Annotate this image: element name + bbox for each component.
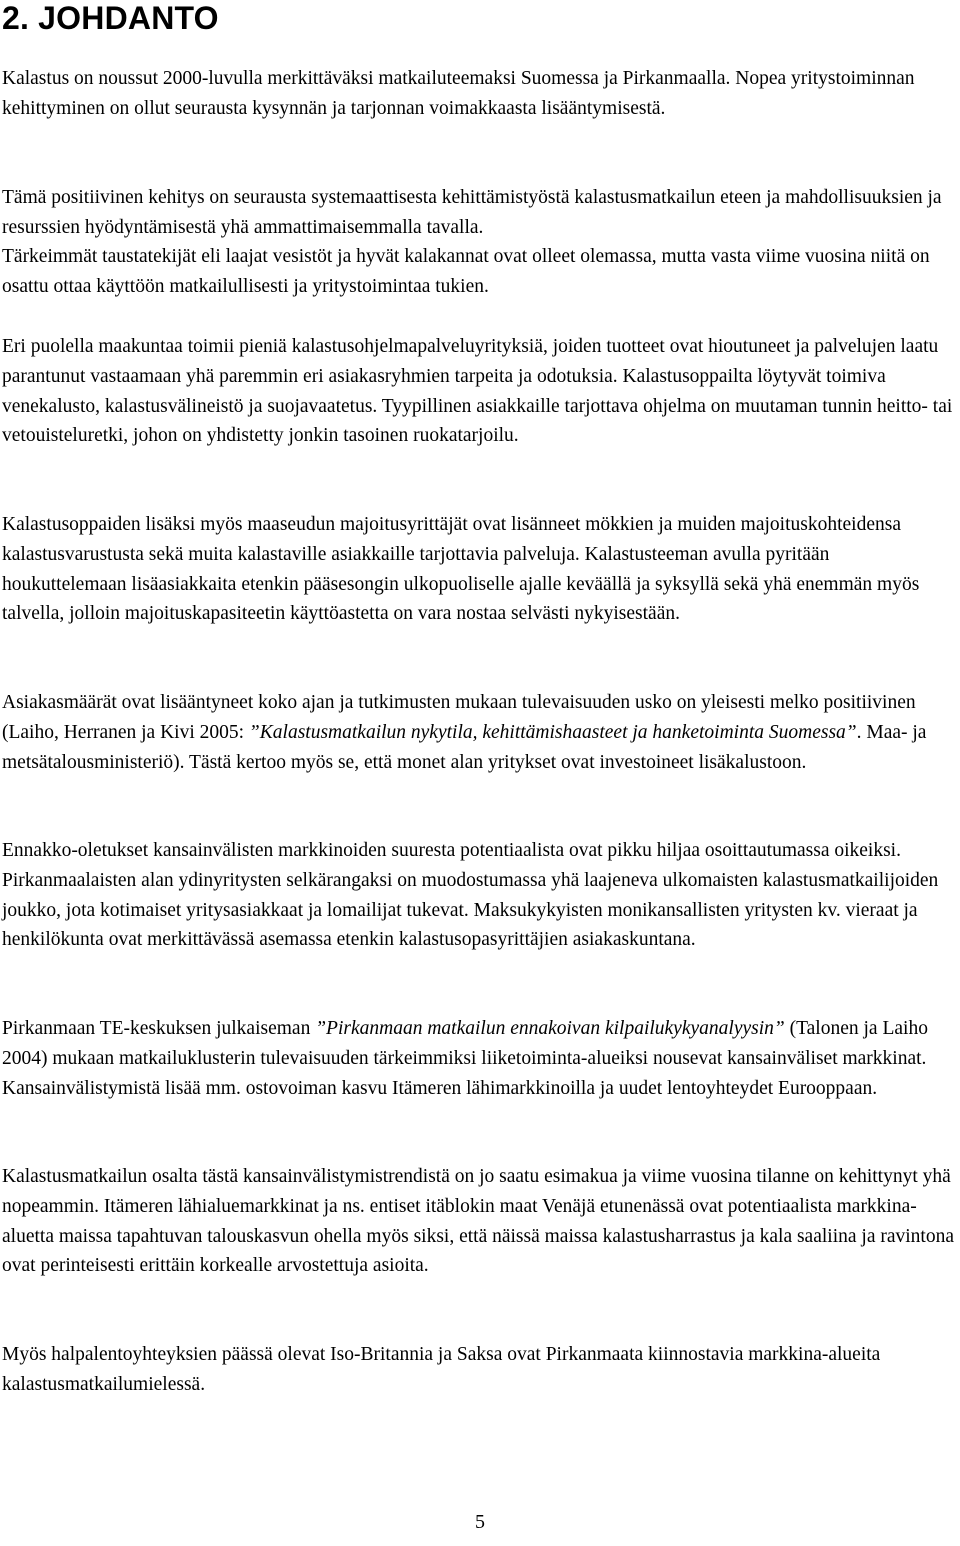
- paragraph-4: Kalastusoppaiden lisäksi myös maaseudun majoitusyrittäjät ovat lisänneet mökkien ja muiden majoituskohteidensa kalastusvarustusta sekä muita kalastaville asiakkaille tarjottavia palveluja. Kalastusteeman avulla pyritään houkuttelemaan lisäasiakkaita etenkin pääsesongin ulkopuoliselle ajalle keväällä ja syksyllä sekä yhä enemmän myös talvella, jolloin majoituskapasiteetin käyttöastetta on vara nostaa selvästi nykyisestään.: [2, 514, 920, 625]
- paragraph-7-text-before: Pirkanmaan TE-keskuksen julkaiseman: [2, 1018, 316, 1039]
- paragraph-1: Kalastus on noussut 2000-luvulla merkittäväksi matkailuteemaksi Suomessa ja Pirkanmaalla. Nopea yritystoiminnan kehittyminen on ollut seurausta kysynnän ja tarjonnan voimakkaasta lisääntymisestä.: [2, 68, 915, 119]
- page-number: 5: [475, 1511, 485, 1533]
- paragraph-6: Ennakko-oletukset kansainvälisten markkinoiden suuresta potentiaalista ovat pikku hiljaa osoittautumassa oikeiksi. Pirkanmaalaisten alan ydinyritysten selkärangaksi on muodostumassa yhä laajeneva ulkomaisten kalastusmatkailijoiden joukko, jota kotimaiset yritysasiakkaat ja lomailijat tukevat. Maksukykyisten monikansallisten yritysten kv. vieraat ja henkilökunta ovat merkittävässä asemassa etenkin kalastusopasyrittäjien asiakaskuntana.: [2, 840, 939, 951]
- section-heading: 2. JOHDANTO: [2, 0, 219, 36]
- document-page: [2, 0, 958, 1395]
- paragraph-5-text-before: Asiakasmäärät ovat lisääntyneet koko ajan ja tutkimusten mukaan tulevaisuuden usko on yleisesti melko positiivinen (Laiho, Herranen ja Kivi 2005:: [2, 692, 916, 743]
- paragraph-3: Eri puolella maakuntaa toimii pieniä kalastusohjelmapalveluyrityksiä, joiden tuotteet ovat hioutuneet ja palvelujen laatu parantunut vastaamaan yhä paremmin eri asiakasryhmien tarpeita ja odotuksia. Kalastusoppailta löytyvät toimiva venekalusto, kalastusvälineistö ja suojavaatetus. Tyypillinen asiakkaille tarjottava ohjelma on muutaman tunnin heitto- tai vetouisteluretki, johon on yhdistetty jonkin tasoinen ruokatarjoilu.: [2, 336, 953, 447]
- paragraph-7-text-after: (Talonen ja Laiho 2004) mukaan matkailuklusterin tulevaisuuden tärkeimmiksi liiketoiminta-alueiksi nousevat kansainväliset markkinat. Kansainvälistymistä lisää mm. ostovoiman kasvu Itämeren lähimarkkinoilla ja uudet lentoyhteydet Eurooppaan.: [2, 1018, 928, 1099]
- paragraph-2b: Tärkeimmät taustatekijät eli laajat vesistöt ja hyvät kalakannat ovat olleet olemassa, mutta vasta viime vuosina niitä on osattu ottaa käyttöön matkailullisesti ja yritystoimintaa tukien.: [2, 246, 930, 297]
- paragraph-5-text-after: . Maa- ja metsätalousministeriö). Tästä kertoo myös se, että monet alan yritykset ovat investoineet lisäkalustoon.: [2, 721, 927, 773]
- paragraph-9: Myös halpalentoyhteyksien päässä olevat Iso-Britannia ja Saksa ovat Pirkanmaata kiinnostavia markkina-alueita kalastusmatkailumielessä.: [2, 1344, 881, 1395]
- paragraph-5: [2, 688, 958, 777]
- paragraph-8: Kalastusmatkailun osalta tästä kansainvälistymistrendistä on jo saatu esimakua ja viime vuosina tilanne on kehittynyt yhä nopeammin. Itämeren lähialuemarkkinat ja ns. entiset itäblokin maat Venäjä etunenässä ovat potentiaalista markkina-aluetta maissa tapahtuvan talouskasvun ohella myös siksi, että näissä maissa kalastusharrastus ja kala saaliina ja ravintona ovat perinteisesti erittäin korkealle arvostettuja asioita.: [2, 1166, 954, 1277]
- paragraph-7: [2, 1014, 958, 1103]
- paragraph-2a: Tämä positiivinen kehitys on seurausta systemaattisesta kehittämistyöstä kalastusmatkailun eteen ja mahdollisuuksien ja resurssien hyödyntämisestä yhä ammattimaisemmalla tavalla.: [2, 187, 942, 238]
- cited-report-title: ”Pirkanmaan matkailun ennakoivan kilpailukykyanalyysin”: [315, 1018, 785, 1039]
- cited-publication-title: ”Kalastusmatkailun nykytila, kehittämishaasteet ja hanketoiminta Suomessa”: [248, 721, 857, 743]
